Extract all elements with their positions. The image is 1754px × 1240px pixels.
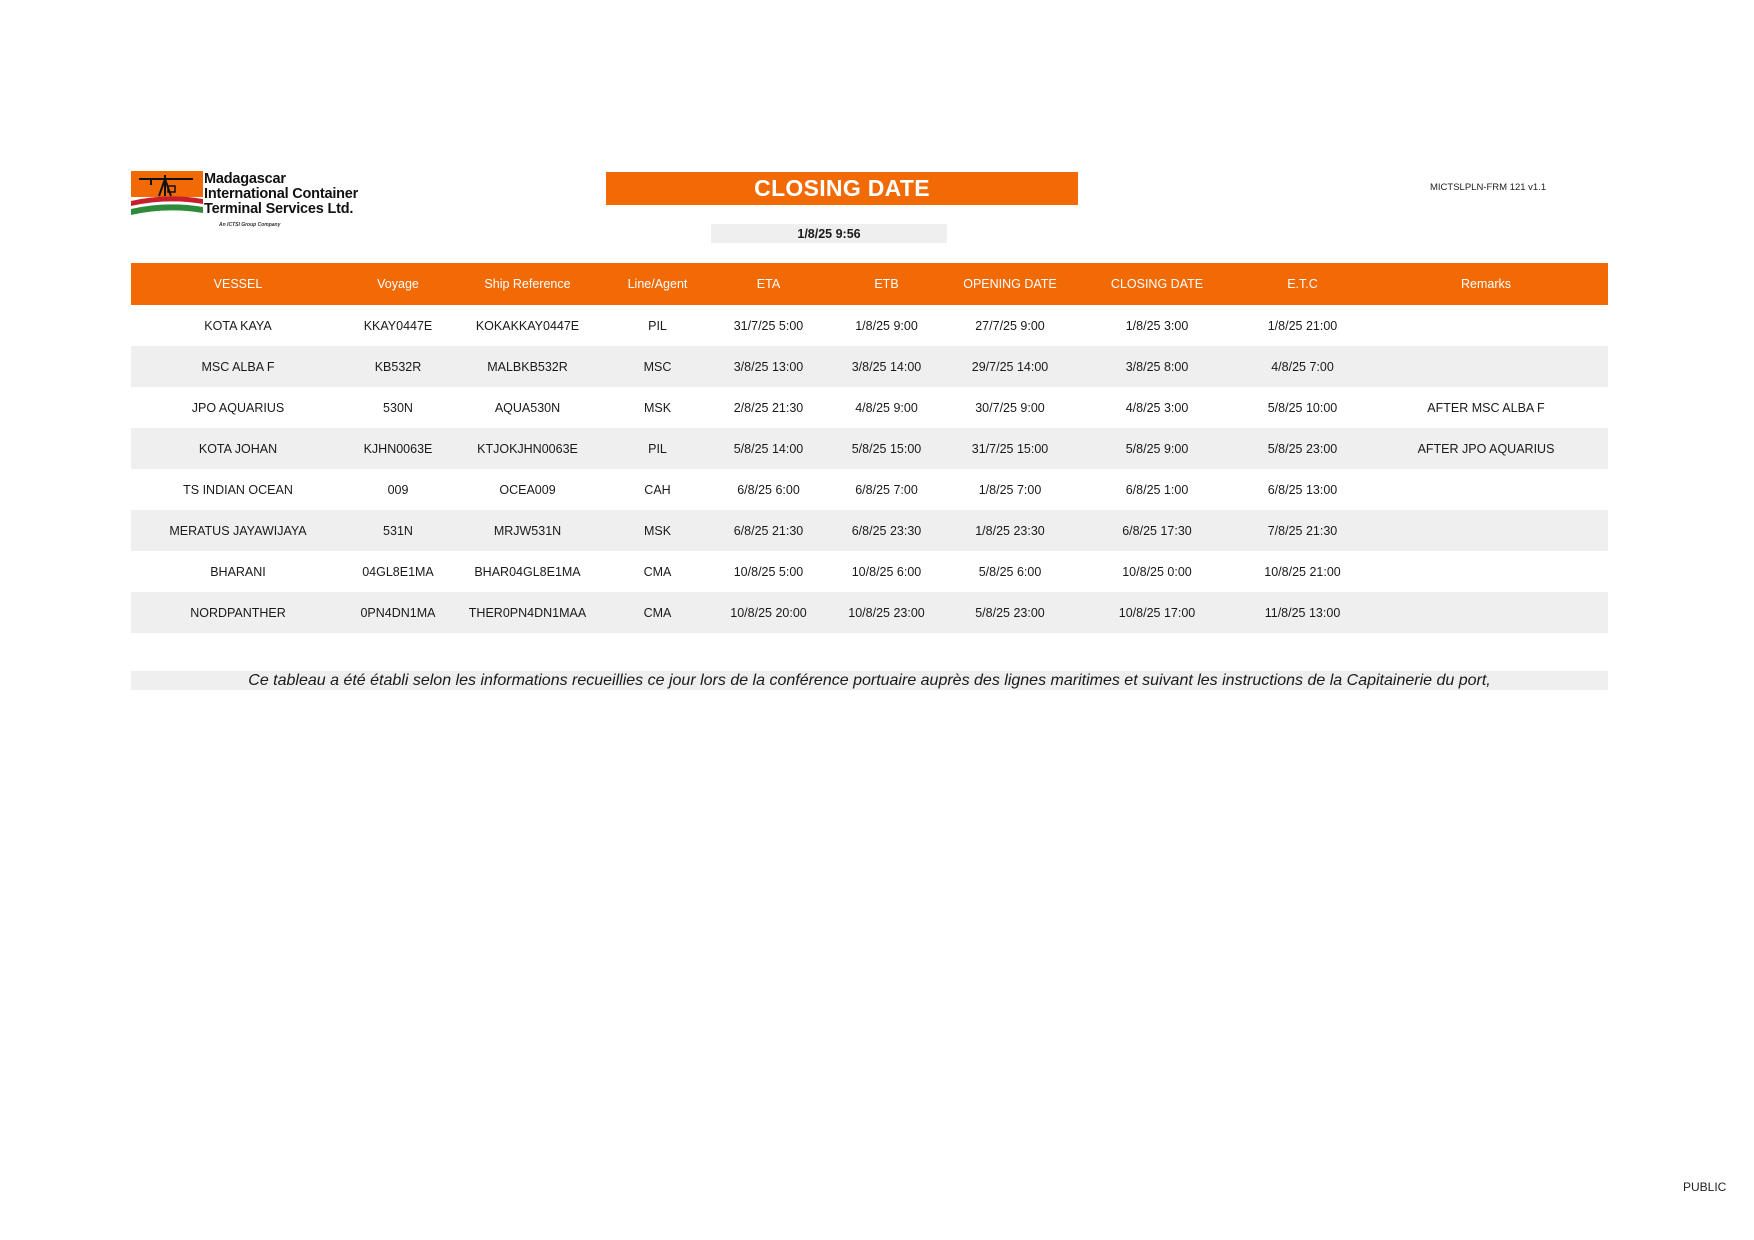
- table-cell: 531N: [383, 523, 413, 538]
- table-header-row: [131, 263, 1608, 305]
- table-cell: NORDPANTHER: [190, 605, 286, 620]
- table-cell: 10/8/25 17:00: [1118, 605, 1196, 620]
- table-cell: MALBKB532R: [487, 359, 568, 374]
- table-cell: 1/8/25 23:30: [975, 523, 1045, 538]
- table-cell: BHAR04GL8E1MA: [474, 564, 581, 579]
- table-cell: 27/7/25 9:00: [975, 318, 1045, 333]
- table-cell: 5/8/25 15:00: [851, 441, 922, 456]
- table-cell: 4/8/25 3:00: [1125, 400, 1189, 415]
- table-cell: 1/8/25 3:00: [1125, 318, 1189, 333]
- table-cell: 1/8/25 21:00: [1267, 318, 1338, 333]
- table-cell: AFTER JPO AQUARIUS: [1417, 441, 1555, 456]
- table-cell: 5/8/25 23:00: [1267, 441, 1338, 456]
- table-cell: KOTA KAYA: [204, 318, 272, 333]
- table-cell: KOTA JOHAN: [198, 441, 278, 456]
- table-cell: 7/8/25 21:30: [1267, 523, 1338, 538]
- table-cell: AFTER MSC ALBA F: [1427, 400, 1545, 415]
- column-header: ETA: [756, 277, 781, 291]
- table-cell: MSC ALBA F: [201, 359, 275, 374]
- table-cell: 5/8/25 23:00: [975, 605, 1045, 620]
- table-cell: 6/8/25 23:30: [851, 523, 922, 538]
- table-row: [131, 592, 1608, 633]
- column-header: CLOSING DATE: [1110, 277, 1204, 291]
- table-cell: 04GL8E1MA: [362, 564, 434, 579]
- table-cell: 10/8/25 5:00: [733, 564, 804, 579]
- table-cell: KB532R: [374, 359, 422, 374]
- table-cell: 11/8/25 13:00: [1264, 605, 1341, 620]
- table-cell: KKAY0447E: [363, 318, 433, 333]
- table-row: [131, 551, 1608, 592]
- table-cell: MSK: [643, 400, 672, 415]
- form-code: MICTSLPLN-FRM 121 v1.1: [1430, 182, 1547, 193]
- table-cell: 4/8/25 9:00: [855, 400, 918, 415]
- column-header: OPENING DATE: [963, 277, 1057, 291]
- table-cell: PIL: [648, 441, 667, 456]
- table-cell: AQUA530N: [494, 400, 561, 415]
- column-header: VESSEL: [213, 277, 263, 291]
- table-cell: 30/7/25 9:00: [975, 400, 1045, 415]
- table-cell: KTJOKJHN0063E: [477, 441, 578, 456]
- table-cell: MERATUS JAYAWIJAYA: [169, 523, 307, 538]
- table-cell: KOKAKKAY0447E: [475, 318, 580, 333]
- table-cell: 6/8/25 7:00: [855, 482, 918, 497]
- table-body: [131, 305, 1608, 633]
- table-cell: 10/8/25 0:00: [1122, 564, 1192, 579]
- table-row: [131, 469, 1608, 510]
- page-title: CLOSING DATE: [606, 172, 1078, 205]
- table-row: [131, 305, 1608, 346]
- column-header: E.T.C: [1287, 277, 1318, 291]
- table-cell: 3/8/25 13:00: [733, 359, 804, 374]
- table-cell: 31/7/25 15:00: [971, 441, 1049, 456]
- table-cell: 10/8/25 6:00: [851, 564, 922, 579]
- table-row: [131, 428, 1608, 469]
- table-cell: 2/8/25 21:30: [733, 400, 804, 415]
- company-name: Madagascar International Container Terminal Services Ltd.: [204, 171, 359, 217]
- table-cell: MSC: [643, 359, 672, 374]
- table-cell: 5/8/25 14:00: [733, 441, 804, 456]
- table-cell: JPO AQUARIUS: [191, 400, 285, 415]
- column-header: Remarks: [1460, 277, 1511, 291]
- table-cell: 29/7/25 14:00: [971, 359, 1049, 374]
- table-cell: 6/8/25 17:30: [1122, 523, 1192, 538]
- table-cell: 6/8/25 6:00: [737, 482, 800, 497]
- crane-logo-icon: [131, 171, 205, 221]
- column-header: ETB: [874, 277, 899, 291]
- table-cell: 1/8/25 7:00: [978, 482, 1042, 497]
- table-row: [131, 346, 1608, 387]
- table-cell: 6/8/25 21:30: [733, 523, 804, 538]
- table-cell: 530N: [383, 400, 413, 415]
- table-cell: KJHN0063E: [363, 441, 433, 456]
- table-cell: MRJW531N: [493, 523, 562, 538]
- table-cell: 6/8/25 1:00: [1125, 482, 1189, 497]
- table-cell: 5/8/25 6:00: [978, 564, 1042, 579]
- footnote: Ce tableau a été établi selon les informations recueillies ce jour lors de la conférence portuaire auprès des lignes maritimes et suivant les instructions de la Capitainerie du port,: [131, 671, 1608, 690]
- table-cell: BHARANI: [210, 564, 266, 579]
- table-cell: OCEA009: [499, 482, 556, 497]
- table-cell: CAH: [644, 482, 671, 497]
- table-cell: 4/8/25 7:00: [1271, 359, 1334, 374]
- table-cell: 3/8/25 14:00: [851, 359, 922, 374]
- table-cell: 10/8/25 23:00: [848, 605, 925, 620]
- company-logo: [131, 171, 381, 229]
- table-cell: 5/8/25 10:00: [1267, 400, 1338, 415]
- table-cell: 10/8/25 20:00: [730, 605, 807, 620]
- table-cell: PIL: [648, 318, 667, 333]
- table-cell: 5/8/25 9:00: [1125, 441, 1189, 456]
- table-cell: 10/8/25 21:00: [1264, 564, 1341, 579]
- table-row: [131, 510, 1608, 551]
- column-header: Voyage: [377, 277, 419, 291]
- table-cell: CMA: [643, 605, 672, 620]
- table-cell: CMA: [643, 564, 672, 579]
- table-cell: MSK: [643, 523, 672, 538]
- company-tagline: An ICTSI Group Company: [219, 222, 281, 228]
- table-cell: 3/8/25 8:00: [1125, 359, 1189, 374]
- table-cell: 1/8/25 9:00: [855, 318, 918, 333]
- table-cell: 6/8/25 13:00: [1267, 482, 1338, 497]
- column-header: Line/Agent: [627, 277, 688, 291]
- table-row: [131, 387, 1608, 428]
- table-cell: 009: [387, 482, 409, 497]
- vessel-schedule-table: [131, 263, 1608, 633]
- table-cell: THER0PN4DN1MAA: [468, 605, 587, 620]
- column-header: Ship Reference: [484, 277, 571, 291]
- table-cell: TS INDIAN OCEAN: [183, 482, 293, 497]
- classification-label: PUBLIC: [1683, 1180, 1727, 1194]
- report-date: 1/8/25 9:56: [711, 224, 947, 243]
- table-cell: 0PN4DN1MA: [360, 605, 436, 620]
- table-cell: 31/7/25 5:00: [733, 318, 804, 333]
